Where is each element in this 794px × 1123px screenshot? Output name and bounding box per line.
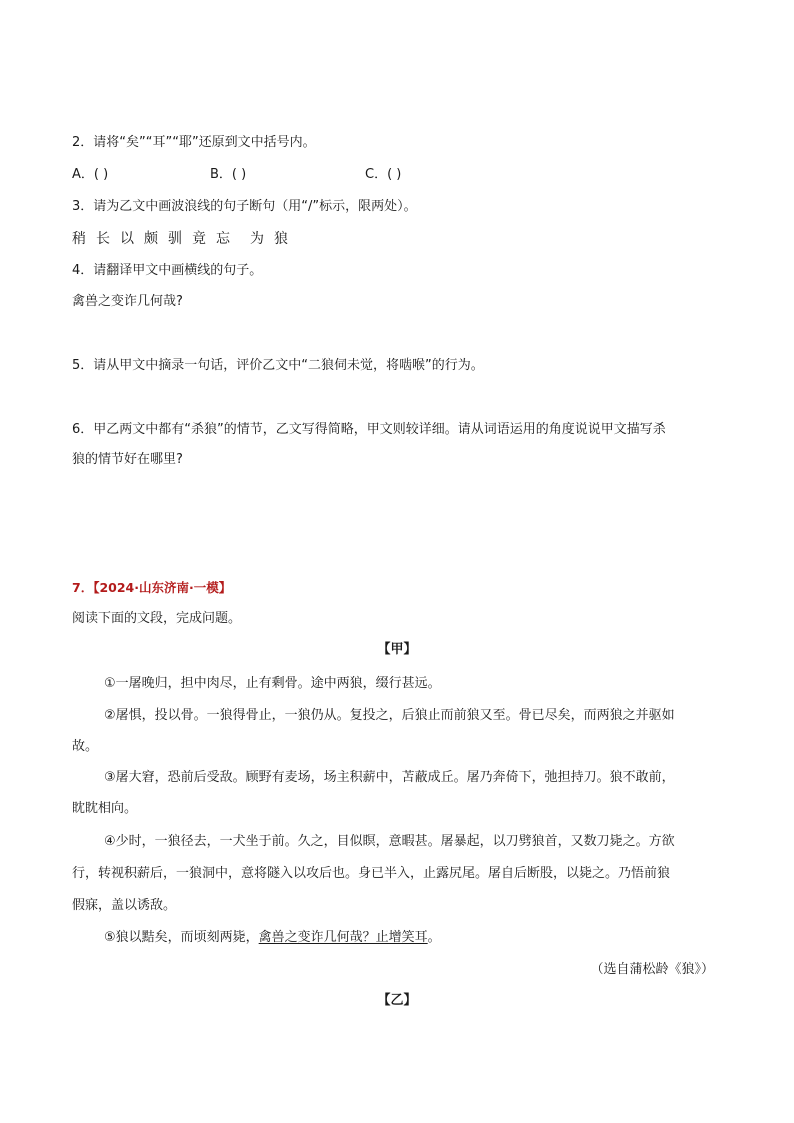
option-b: B．( ) [210,167,247,182]
question-6-line-2: 狼的情节好在哪里? [72,452,183,467]
paragraph-5 [104,929,441,947]
paragraph-1: ①一屠晚归，担中肉尽，止有剩骨。途中两狼，缀行甚远。 [104,676,441,691]
paragraph-3-line-1: ③屠大窘，恐前后受敌。顾野有麦场，场主积薪中，苫蔽成丘。屠乃奔倚下，弛担持刀。狼不敢前， [104,770,675,785]
paragraph-4-line-1: ④少时，一狼径去，一犬坐于前。久之，目似瞑，意暇甚。屠暴起，以刀劈狼首，又数刀毙之。方欲 [104,834,675,849]
option-a: A．( ) [72,167,109,182]
option-c: C．( ) [365,167,402,182]
paragraph-5-lead: ⑤狼以黠矣，而顷刻两毙， [104,930,259,945]
question-7-label: 7．【2024·山东济南·一模】 [72,580,232,595]
question-4: 4．请翻译甲文中画横线的句子。 [72,263,263,278]
heading-jia: 【甲】 [377,642,417,657]
paragraph-2-line-2: 故。 [72,739,99,754]
word: 忘 [216,231,230,247]
word: 稍 [72,231,86,247]
question-7-intro: 阅读下面的文段，完成问题。 [72,611,242,626]
word: 驯 [168,231,182,247]
paragraph-3-line-2: 眈眈相向。 [72,801,138,816]
source-citation: （选自蒲松龄《狼》） [590,962,714,977]
paragraph-2-line-1: ②屠惧，投以骨。一狼得骨止，一狼仍从。复投之，后狼止而前狼又至。骨已尽矣，而两狼之并驱如 [104,708,675,723]
question-6-line-1: 6．甲乙两文中都有“杀狼”的情节，乙文写得简略，甲文则较详细。请从词语运用的角度说说甲文描写杀 [72,422,666,437]
heading-yi: 【乙】 [377,993,417,1008]
word: 狼 [274,231,288,247]
word: 长 [96,231,110,247]
word: 竟 [192,231,206,247]
word: 颇 [144,231,158,247]
paragraph-5-end: 。 [427,930,441,945]
question-5: 5．请从甲文中摘录一句话，评价乙文中“二狼伺未觉，将啮喉”的行为。 [72,358,484,373]
paragraph-4-line-2: 行，转视积薪后，一狼洞中，意将隧入以攻后也。身已半入，止露尻尾。屠自后断股，以毙之。乃悟前狼 [72,866,671,881]
sentence-to-punctuate [72,230,298,248]
paragraph-4-line-3: 假寐，盖以诱敌。 [72,898,177,913]
word: 为 [250,231,264,247]
question-3: 3．请为乙文中画波浪线的句子断句（用“/”标示，限两处）。 [72,199,417,214]
word: 以 [120,231,134,247]
sentence-to-translate: 禽兽之变诈几何哉? [72,294,183,309]
question-2: 2．请将“矣”“耳”“耶”还原到文中括号内。 [72,135,316,150]
underlined-sentence: 禽兽之变诈几何哉？止增笑耳 [258,930,428,945]
